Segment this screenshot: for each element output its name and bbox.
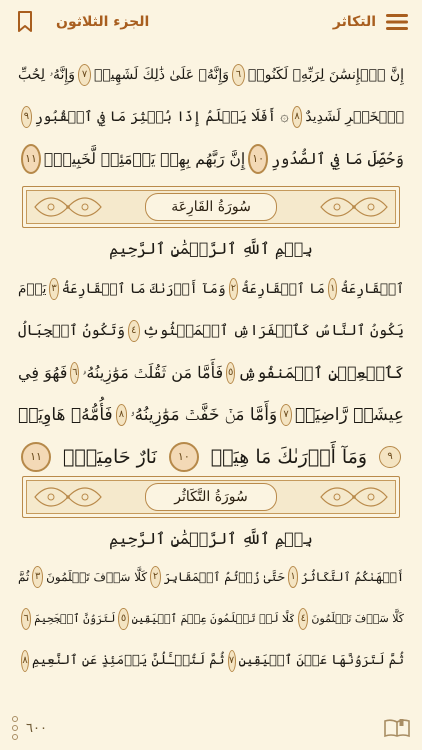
- ayah-text: ثُمَّ: [18, 570, 30, 584]
- surah-title[interactable]: التكاثر: [332, 14, 376, 30]
- bookmark-button[interactable]: [12, 9, 38, 35]
- surah-header-banner: [22, 186, 400, 228]
- bottom-bar: [0, 706, 422, 750]
- ayah-text: يَوۡمَ: [18, 281, 47, 297]
- hamburger-menu-icon: [386, 13, 408, 31]
- ayah-number-marker: ٩: [21, 106, 32, 128]
- ayah-text: وَمَآ أَدۡرَىٰكَ مَا هِيَهۡ: [210, 446, 368, 468]
- ayah-text: وَتَكُونُ ٱلۡجِبَالُ: [18, 323, 125, 339]
- ayah-number-marker: ٧: [78, 64, 91, 86]
- ayah-number-marker: ٦: [70, 362, 79, 384]
- quran-line[interactable]: [12, 436, 410, 478]
- ayah-number-marker: ٧: [228, 650, 236, 672]
- ayah-number-marker: ١١: [21, 442, 51, 472]
- ayah-text: ٱلۡقَارِعَةُ: [340, 281, 404, 297]
- ayah-text: مَا ٱلۡقَارِعَةُ: [241, 281, 325, 297]
- ayah-text: أَلۡهَىٰكُمُ ٱلتَّكَاثُرُ: [301, 570, 404, 584]
- surah-name-label: سُورَةُ القَارِعَة: [145, 193, 277, 221]
- ayah-text: إِنَّ رَبَّهُم بِهِمۡ يَوۡمَئِذٖ لَّخَبِيرُۢ: [43, 150, 246, 168]
- ayah-number-marker: ٦: [232, 64, 245, 86]
- banner-ornament-icon: [317, 483, 391, 511]
- ayah-number-marker: ١: [328, 278, 337, 300]
- ayah-text: فَأَمَّا مَن ثَقُلَتۡ مَوَٰزِينُهُۥ: [82, 363, 224, 382]
- quran-line[interactable]: [12, 352, 410, 394]
- ayah-text: ثُمَّ لَتُسۡـَٔلُنَّ يَوۡمَئِذٍ عَنِ ٱلنَّعِيمِ: [32, 653, 225, 668]
- ayah-text: كَلَّا سَوۡفَ تَعۡلَمُونَ: [311, 612, 404, 625]
- basmala-text: بِسۡمِ ٱللَّهِ ٱلرَّحۡمَٰنِ ٱلرَّحِيمِ: [109, 529, 313, 548]
- banner-ornament-icon: [31, 483, 105, 511]
- quran-line[interactable]: [12, 96, 410, 138]
- quran-line[interactable]: [12, 138, 410, 180]
- quran-line[interactable]: [12, 598, 410, 640]
- ayah-number-marker: ٤: [128, 320, 140, 342]
- quran-line[interactable]: [12, 640, 410, 682]
- ayah-number-marker: ٤: [298, 608, 308, 630]
- quran-line[interactable]: [12, 310, 410, 352]
- ayah-text: كَٱلۡعِهۡنِ ٱلۡمَنفُوشِ: [238, 363, 404, 382]
- ayah-text: وَإِنَّهُۥ عَلَىٰ ذَٰلِكَ لَشَهِيدٞ: [93, 67, 229, 83]
- more-options-icon[interactable]: [12, 716, 18, 740]
- top-bar-left: [12, 9, 149, 35]
- ayah-text: ٱلۡخَيۡرِ لَشَدِيدٌ: [305, 109, 404, 125]
- ayah-number-marker: ١٠: [248, 144, 268, 174]
- book-icon: [384, 718, 410, 738]
- ayah-text: يَكُونُ ٱلنَّاسُ كَٱلۡفَرَاشِ ٱلۡمَبۡثُوثِ: [142, 323, 404, 339]
- ayah-number-marker: ٥: [118, 608, 128, 630]
- ayah-number-marker: ٢: [229, 278, 238, 300]
- ayah-number-marker: ٣: [49, 278, 58, 300]
- ayah-number-marker: ١١: [21, 144, 41, 174]
- quran-line[interactable]: [12, 268, 410, 310]
- top-bar: [0, 0, 422, 44]
- ayah-text: كَلَّا سَوۡفَ تَعۡلَمُونَ: [46, 570, 148, 584]
- ayah-number-marker: ٨: [292, 106, 303, 128]
- ayah-text: نَارٌ حَامِيَةُۢ: [62, 446, 157, 468]
- ayah-number-marker: ٥: [226, 362, 235, 384]
- ayah-number-marker: ٩: [379, 446, 401, 468]
- ayah-number-marker: ١: [288, 566, 299, 588]
- ayah-text: إِنَّ ٱلۡإِنسَٰنَ لِرَبِّهِۦ لَكَنُودٞ: [247, 67, 404, 83]
- ayah-text: وَإِنَّهُۥ لِحُبِّ: [18, 67, 76, 83]
- ayah-text: وَحُصِّلَ مَا فِي ٱلصُّدُورِ: [271, 150, 404, 168]
- banner-ornament-icon: [317, 193, 391, 221]
- ayah-text: فَأُمُّهُۥ هَاوِيَةٞ: [18, 405, 113, 425]
- bookmark-icon: [17, 11, 33, 33]
- surah-name-label: سُورَةُ التَّكَاثُر: [145, 483, 277, 511]
- surah-header-banner: [22, 476, 400, 518]
- juz-title[interactable]: الجزء الثلاثون: [56, 14, 150, 30]
- quran-line[interactable]: [12, 556, 410, 598]
- bottom-left: [12, 716, 47, 740]
- quran-line[interactable]: [12, 54, 410, 96]
- ayah-number-marker: ٦: [21, 608, 31, 630]
- ayah-text: وَمَآ أَدۡرَىٰكَ مَا ٱلۡقَارِعَةُ: [61, 281, 226, 297]
- quran-line[interactable]: [12, 394, 410, 436]
- ayah-text: كَلَّا لَوۡ تَعۡلَمُونَ عِلۡمَ ٱلۡيَقِينِ: [131, 612, 296, 625]
- menu-button[interactable]: [384, 9, 410, 35]
- ayah-number-marker: ٨: [116, 404, 128, 426]
- ayah-number-marker: ٨: [21, 650, 29, 672]
- ayah-number-marker: ٢: [150, 566, 161, 588]
- basmala-text: بِسۡمِ ٱللَّهِ ٱلرَّحۡمَٰنِ ٱلرَّحِيمِ: [109, 239, 313, 258]
- ayah-text: ۞ أَفَلَا يَعۡلَمُ إِذَا بُعۡثِرَ مَا فِي ٱلۡقُبُورِ: [34, 109, 289, 125]
- top-bar-right: [333, 9, 410, 35]
- ayah-number-marker: ٧: [280, 404, 292, 426]
- banner-ornament-icon: [31, 193, 105, 221]
- book-button[interactable]: [384, 715, 410, 741]
- ayah-text: وَأَمَّا مَنۡ خَفَّتۡ مَوَٰزِينُهُۥ: [130, 405, 278, 425]
- ayah-number-marker: ٣: [32, 566, 43, 588]
- ayah-text: لَتَرَوُنَّ ٱلۡجَحِيمَ: [34, 612, 116, 625]
- ayah-text: عِيشَةٖ رَّاضِيَةٖ: [294, 405, 404, 425]
- ayah-text: ثُمَّ لَتَرَوُنَّهَا عَيۡنَ ٱلۡيَقِينِ: [238, 653, 404, 668]
- mushaf-page: [12, 52, 410, 692]
- ayah-text: فَهُوَ فِي: [18, 363, 68, 382]
- ayah-text: حَتَّىٰ زُرۡتُمُ ٱلۡمَقَابِرَ: [163, 570, 285, 584]
- page-number: ٦٠٠: [26, 720, 47, 736]
- ayah-number-marker: ١٠: [169, 442, 199, 472]
